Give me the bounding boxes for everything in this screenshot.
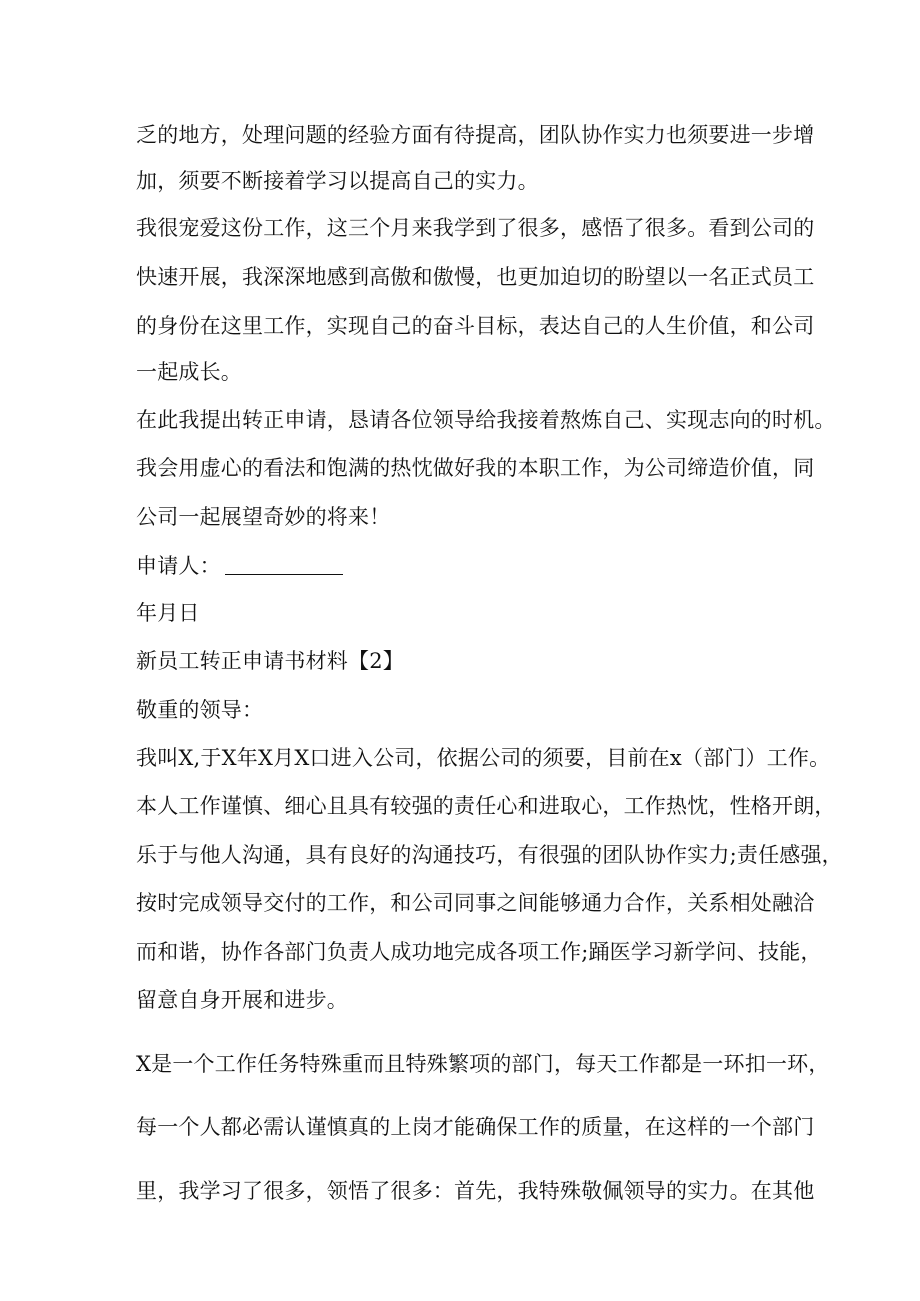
text-line: 我会用虚心的看法和饱满的热忱做好我的本职工作，为公司缔造价值，同	[136, 456, 815, 480]
section-title: 新员工转正申请书材料【2】	[136, 649, 404, 673]
applicant-line	[136, 552, 343, 580]
text-line: 快速开展，我深深地感到高傲和傲慢，也更加迫切的盼望以一名正式员工	[136, 265, 815, 289]
text-line: 一起成长。	[136, 360, 242, 384]
text-line: 里，我学习了很多，领悟了很多：首先，我特殊敬佩领导的实力。在其他	[136, 1179, 815, 1203]
text-line: X是一个工作任务特殊重而且特殊繁项的部门，每天工作都是一环扣一环，	[136, 1052, 830, 1076]
text-line: 而和谐，协作各部门负责人成功地完成各项工作;踊医学习新学问、技能，	[136, 940, 822, 964]
text-line: 本人工作谨慎、细心且具有较强的责任心和进取心，工作热忱，性格开朗，	[136, 794, 836, 818]
text-line: 每一个人都必需认谨慎真的上岗才能确保工作的质量，在这样的一个部门	[136, 1115, 815, 1139]
date-line: 年月日	[136, 601, 200, 625]
text-line: 我很宠爱这份工作，这三个月来我学到了很多，感悟了很多。看到公司的	[136, 216, 815, 240]
applicant-label: 申请人：	[136, 554, 221, 578]
text-line: 乏的地方，处理问题的经验方面有待提高，团队协作实力也须要进一步增	[136, 123, 815, 147]
text-line: 按时完成领导交付的工作，和公司同事之间能够通力合作，关系相处融洽	[136, 891, 815, 915]
text-line: 在此我提出转正申请，恳请各位领导给我接着熬炼自己、实现志向的时机。	[136, 408, 836, 432]
text-line: 乐于与他人沟通，具有良好的沟通技巧，有很强的团队协作实力;责任感强，	[136, 843, 843, 867]
text-line: 公司一起展望奇妙的将来！	[136, 505, 391, 529]
text-line: 加，须要不断接着学习以提高自己的实力。	[136, 169, 539, 193]
text-line: 的身份在这里工作，实现自己的奋斗目标，表达自己的人生价值，和公司	[136, 314, 815, 338]
signature-blank	[225, 554, 343, 575]
text-line: 留意自身开展和进步。	[136, 988, 348, 1012]
salutation: 敬重的领导：	[136, 698, 264, 722]
text-line: 我叫X,于X年X月X口进入公司，依据公司的须要，目前在x（部门）工作。	[136, 746, 831, 770]
